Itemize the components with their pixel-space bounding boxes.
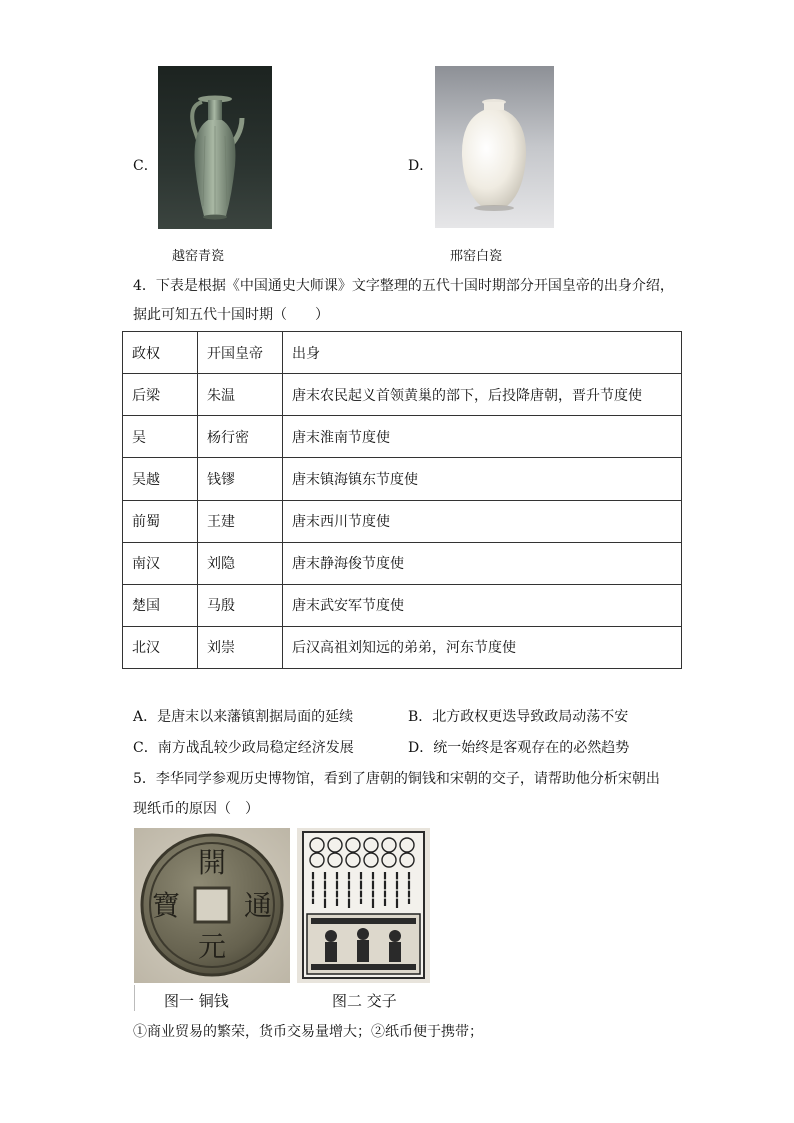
cell-founder: 马殷 (198, 584, 283, 626)
cell-regime: 后梁 (123, 374, 198, 416)
header-origin: 出身 (283, 332, 682, 374)
cell-founder: 王建 (198, 500, 283, 542)
q4-stem-line2: 据此可知五代十国时期（ ） (133, 307, 329, 323)
cell-founder: 朱温 (198, 374, 283, 416)
header-regime: 政权 (123, 332, 198, 374)
table-header-row (123, 332, 682, 374)
cell-regime: 前蜀 (123, 500, 198, 542)
table-row (123, 626, 682, 668)
cell-regime: 吴 (123, 416, 198, 458)
cell-regime: 楚国 (123, 584, 198, 626)
option-d-label: D． (408, 158, 434, 174)
table-row (123, 374, 682, 416)
q4-option-b[interactable]: B．北方政权更迭导致政局动荡不安 (408, 709, 629, 725)
five-dynasties-table (122, 331, 682, 669)
coin-char-bottom: 元 (197, 930, 227, 963)
table-row (123, 416, 682, 458)
celadon-ewer-image (158, 66, 272, 229)
cell-origin: 唐末镇海镇东节度使 (283, 458, 682, 500)
figure-1-caption: 图一 铜钱 (164, 992, 229, 1010)
cell-regime: 南汉 (123, 542, 198, 584)
option-c-caption: 越窑青瓷 (172, 249, 225, 264)
jiaozi-image (297, 828, 430, 983)
option-c-label: C． (133, 158, 158, 174)
q5-stem-line2: 现纸币的原因（ ） (133, 801, 259, 817)
coin-char-top: 開 (197, 846, 227, 879)
cell-origin: 后汉高祖刘知远的弟弟，河东节度使 (283, 626, 682, 668)
table-row (123, 500, 682, 542)
cell-origin: 唐末武安军节度使 (283, 584, 682, 626)
white-porcelain-jar-image (435, 66, 554, 228)
cell-founder: 钱镠 (198, 458, 283, 500)
figure-divider (134, 985, 135, 1011)
cell-founder: 刘崇 (198, 626, 283, 668)
cell-origin: 唐末静海俊节度使 (283, 542, 682, 584)
coin-char-right: 通 (243, 889, 273, 922)
coin-char-left: 寶 (151, 889, 181, 922)
option-d-caption: 邢窑白瓷 (450, 249, 503, 264)
table-row (123, 458, 682, 500)
q4-option-a[interactable]: A．是唐末以来藩镇割据局面的延续 (133, 709, 354, 725)
q4-stem-line1: 4．下表是根据《中国通史大师课》文字整理的五代十国时期部分开国皇帝的出身介绍， (133, 278, 674, 294)
q4-option-c[interactable]: C．南方战乱较少政局稳定经济发展 (133, 740, 354, 756)
q4-option-d[interactable]: D．统一始终是客观存在的必然趋势 (408, 740, 630, 756)
figure-2-caption: 图二 交子 (332, 992, 397, 1010)
header-founder: 开国皇帝 (198, 332, 283, 374)
cell-founder: 刘隐 (198, 542, 283, 584)
tang-coin-image (134, 828, 290, 983)
q5-statement-line: ①商业贸易的繁荣，货币交易量增大；②纸币便于携带； (133, 1024, 483, 1040)
table-row (123, 584, 682, 626)
cell-origin: 唐末农民起义首领黄巢的部下，后投降唐朝，晋升节度使 (283, 374, 682, 416)
table-row (123, 542, 682, 584)
cell-founder: 杨行密 (198, 416, 283, 458)
cell-origin: 唐末西川节度使 (283, 500, 682, 542)
cell-regime: 吴越 (123, 458, 198, 500)
cell-regime: 北汉 (123, 626, 198, 668)
q5-stem-line1: 5．李华同学参观历史博物馆，看到了唐朝的铜钱和宋朝的交子，请帮助他分析宋朝出 (133, 771, 660, 787)
cell-origin: 唐末淮南节度使 (283, 416, 682, 458)
